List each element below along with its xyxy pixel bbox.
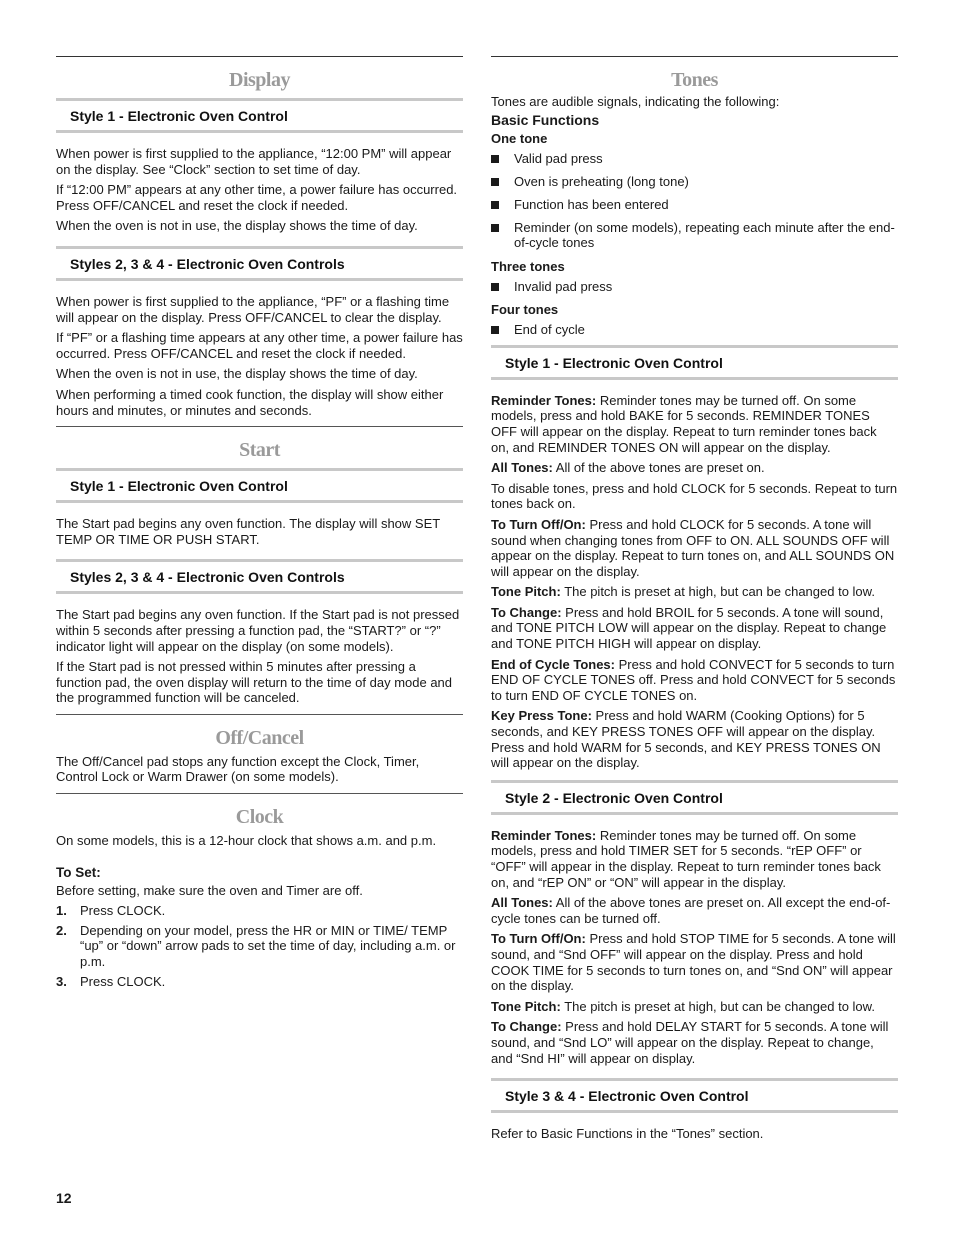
list-item xyxy=(491,197,898,213)
four-tones-list xyxy=(491,322,898,338)
item-label: To Turn Off/On: xyxy=(491,931,586,947)
item-label: Tone Pitch: xyxy=(491,584,561,600)
list-item-text: Oven is preheating (long tone) xyxy=(514,173,689,189)
left-column xyxy=(56,56,463,993)
tones-style2-item xyxy=(491,1019,898,1066)
step-text: Press CLOCK. xyxy=(80,973,166,989)
section-divider xyxy=(56,426,463,427)
list-item xyxy=(56,974,463,990)
start-style234-para: The Start pad begins any oven function. If the Start pad is not pressed within 5 seconds after pressing a function pad, the “START?” or “?” indicator light will appear on the display (on some models). xyxy=(56,607,460,654)
tones-style1-item xyxy=(491,708,898,770)
square-bullet-icon xyxy=(491,224,499,232)
top-rule xyxy=(56,56,463,57)
step-text: Press CLOCK. xyxy=(80,903,166,919)
item-label: All Tones: xyxy=(491,895,553,911)
offcancel-para: The Off/Cancel pad stops any function except the Clock, Timer, Control Lock or Warm Drawer (on some models). xyxy=(56,753,420,785)
clock-to-set-label: To Set: xyxy=(56,864,101,880)
clock-intro: On some models, this is a 12-hour clock that shows a.m. and p.m. xyxy=(56,833,437,849)
tones-style1-item xyxy=(491,460,898,476)
offcancel-title: Off/Cancel xyxy=(215,726,304,749)
display-style1-heading: Style 1 - Electronic Oven Control xyxy=(56,98,463,133)
display-style234-para: When performing a timed cook function, the display will show either hours and minutes, or minutes and seconds. xyxy=(56,386,444,418)
item-text: Press and hold WARM (Cooking Options) for 5 seconds, and KEY PRESS TONES OFF will appear on the display. Press and hold WARM for 5 seconds, and KEY PRESS TONES ON will appear on the display. xyxy=(491,708,881,771)
square-bullet-icon xyxy=(491,178,499,186)
tones-style1-item xyxy=(491,657,898,704)
item-text: Reminder tones may be turned off. On some models, press and hold BAKE for 5 seconds. REMINDER TONES OFF will appear on the display. Repeat to turn reminder tones back on, and REMINDER TONES ON will appear on the display. xyxy=(491,392,877,455)
display-style234-para: When power is first supplied to the appliance, “PF” or a flashing time will appear on the display. Press OFF/CANCEL to clear the display. xyxy=(56,293,450,325)
item-text: The pitch is preset at high, but can be changed to low. xyxy=(560,584,875,600)
list-item-text: Invalid pad press xyxy=(514,278,613,294)
step-number: 3. xyxy=(56,973,67,989)
tones-style1-item xyxy=(491,605,898,652)
tones-style2-item xyxy=(491,828,898,890)
display-style1-para: If “12:00 PM” appears at any other time, a power failure has occurred. Press OFF/CANCEL and reset the clock if needed. xyxy=(56,182,458,213)
start-title: Start xyxy=(239,439,280,462)
tones-title: Tones xyxy=(671,69,718,91)
list-item-text: Function has been entered xyxy=(514,196,669,212)
display-style234-para: When the oven is not in use, the display shows the time of day. xyxy=(56,366,418,382)
tones-intro: Tones are audible signals, indicating the following: xyxy=(491,94,780,109)
tones-style1-heading: Style 1 - Electronic Oven Control xyxy=(491,345,898,380)
tones-style34-heading: Style 3 & 4 - Electronic Oven Control xyxy=(491,1078,898,1113)
clock-to-set-intro: Before setting, make sure the oven and Timer are off. xyxy=(56,882,363,898)
right-column xyxy=(491,56,898,1147)
item-label: Key Press Tone: xyxy=(491,708,592,724)
list-item xyxy=(491,174,898,190)
three-tones-label: Three tones xyxy=(491,258,565,274)
one-tone-label: One tone xyxy=(491,130,548,146)
list-item xyxy=(56,903,463,919)
start-style234-heading: Styles 2, 3 & 4 - Electronic Oven Controls xyxy=(56,559,463,594)
item-text: Press and hold STOP TIME for 5 seconds. A tone will sound, and “Snd OFF” will appear on the display. Press and hold COOK TIME for 5 seconds to turn tones on, and “Snd ON” will appear on the display. xyxy=(491,931,896,994)
item-text: Reminder tones may be turned off. On some models, press and hold TIMER SET for 5 seconds. “rEP OFF” or “OFF” will appear in the display. Repeat to turn reminder tones back on, and “rEP ON” or “ON” will appear in the display. xyxy=(491,827,881,890)
tones-style2-item xyxy=(491,931,898,993)
item-label: All Tones: xyxy=(491,460,553,476)
item-text: All of the above tones are preset on. xyxy=(552,460,765,476)
list-item xyxy=(491,220,898,251)
start-style234-para: If the Start pad is not pressed within 5 minutes after pressing a function pad, the oven display will return to the time of day mode and the programmed function will be canceled. xyxy=(56,659,453,706)
clock-title: Clock xyxy=(235,806,284,829)
item-text: All of the above tones are preset on. All except the end-of-cycle tones can be turned off. xyxy=(491,895,891,926)
list-item xyxy=(491,322,898,338)
square-bullet-icon xyxy=(491,201,499,209)
display-title: Display xyxy=(229,69,290,91)
display-style234-heading: Styles 2, 3 & 4 - Electronic Oven Controls xyxy=(56,246,463,281)
section-divider xyxy=(56,714,463,715)
square-bullet-icon xyxy=(491,155,499,163)
tones-style2-item xyxy=(491,895,898,926)
item-label: To Change: xyxy=(491,604,562,620)
item-label: To Change: xyxy=(491,1019,562,1035)
start-style1-heading: Style 1 - Electronic Oven Control xyxy=(56,468,463,503)
start-style1-para: The Start pad begins any oven function. The display will show SET TEMP OR TIME OR PUSH START. xyxy=(56,516,440,547)
display-style1-para: When the oven is not in use, the display shows the time of day. xyxy=(56,218,418,234)
section-divider xyxy=(56,793,463,794)
tones-style1-item xyxy=(491,393,898,455)
tones-style1-item xyxy=(491,481,898,512)
step-number: 1. xyxy=(56,903,67,919)
list-item xyxy=(56,923,463,970)
step-number: 2. xyxy=(56,922,67,938)
step-text: Depending on your model, press the HR or MIN or TIME/ TEMP “up” or “down” arrow pads to set the time of day, including a.m. or p.m. xyxy=(80,922,456,970)
item-text: Press and hold CLOCK for 5 seconds. A tone will sound when changing tones from OFF to ON. ALL SOUNDS OFF will appear on the display. Repeat to turn tones on, and ALL SOUNDS ON will appear on the display. xyxy=(491,516,895,579)
display-style234-para: If “PF” or a flashing time appears at any other time, a power failure has occurred. Press OFF/CANCEL and reset the clock if needed. xyxy=(56,330,463,361)
item-label: To Turn Off/On: xyxy=(491,516,586,532)
list-item xyxy=(491,151,898,167)
item-label: Reminder Tones: xyxy=(491,827,597,843)
item-text: To disable tones, press and hold CLOCK for 5 seconds. Repeat to turn tones back on. xyxy=(491,480,898,512)
tones-style34-para: Refer to Basic Functions in the “Tones” section. xyxy=(491,1126,764,1142)
tones-style1-item xyxy=(491,584,898,600)
item-text: Press and hold CONVECT for 5 seconds to turn END OF CYCLE TONES off. Press and hold CONVECT for 5 seconds to turn END OF CYCLE TONES on. xyxy=(491,656,896,703)
list-item-text: Reminder (on some models), repeating each minute after the end-of-cycle tones xyxy=(514,219,895,251)
list-item-text: End of cycle xyxy=(514,321,585,337)
basic-functions-label: Basic Functions xyxy=(491,111,600,128)
tones-style2-item xyxy=(491,999,898,1015)
list-item xyxy=(491,279,898,295)
one-tone-list xyxy=(491,151,898,251)
tones-style2-heading: Style 2 - Electronic Oven Control xyxy=(491,780,898,815)
list-item-text: Valid pad press xyxy=(514,150,603,166)
item-label: Reminder Tones: xyxy=(491,392,597,408)
four-tones-label: Four tones xyxy=(491,301,559,317)
square-bullet-icon xyxy=(491,283,499,291)
item-label: Tone Pitch: xyxy=(491,998,561,1014)
item-label: End of Cycle Tones: xyxy=(491,656,615,672)
item-text: Press and hold BROIL for 5 seconds. A tone will sound, and TONE PITCH LOW will appear on the display. Repeat to change and TONE PITCH HIGH will appear on display. xyxy=(491,604,887,652)
top-rule xyxy=(491,56,898,57)
item-text: Press and hold DELAY START for 5 seconds. A tone will sound, and “Snd LO” will appear on the display. Repeat to change, and “Snd HI” will appear on display. xyxy=(491,1019,889,1066)
clock-steps xyxy=(56,903,463,989)
three-tones-list xyxy=(491,279,898,295)
item-text: The pitch is preset at high, but can be changed to low. xyxy=(560,998,875,1014)
display-style1-para: When power is first supplied to the appliance, “12:00 PM” will appear on the display. See “Clock” section to set time of day. xyxy=(56,146,452,177)
page-number: 12 xyxy=(56,1190,72,1206)
tones-style1-item xyxy=(491,517,898,579)
square-bullet-icon xyxy=(491,326,499,334)
